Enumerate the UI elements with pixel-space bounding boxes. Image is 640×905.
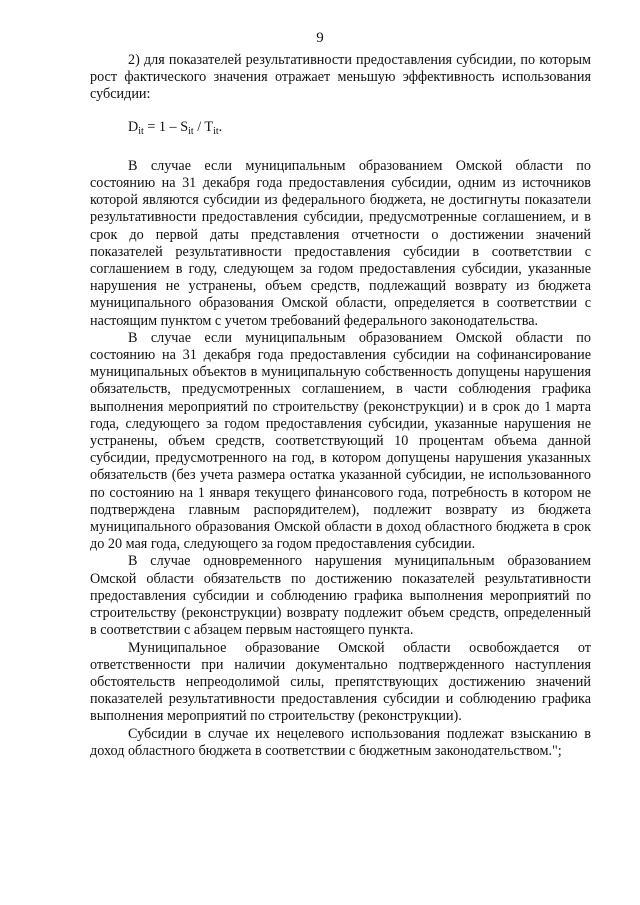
page-number: 9 — [316, 30, 324, 46]
paragraph-5: Субсидии в случае их нецелевого использования подлежат взысканию в доход областного бюджета в соответствии с бюджетным законодательством."; — [90, 725, 591, 759]
formula-end: . — [218, 118, 223, 135]
formula-mid: = 1 – S — [143, 118, 189, 135]
formula-lhs-subscript: it — [138, 125, 144, 137]
formula-div: / T — [193, 118, 214, 135]
formula-div-subscript: it — [213, 125, 219, 137]
paragraph-intro: 2) для показателей результативности предоставления субсидии, по которым рост фактического значения отражает меньшую эффективность использования субсидии: — [90, 52, 591, 103]
paragraph-4: Муниципальное образование Омской области освобождается от ответственности при наличии документально подтвержденного наступления обстоятельств непреодолимой силы, препятствующих достижению значений показателей результативности предоставления субсидии и соблюдению графика выполнения мероприятий по строительству (реконструкции). — [90, 639, 591, 725]
formula-mid-subscript: it — [188, 125, 194, 137]
paragraph-1: В случае если муниципальным образованием Омской области по состоянию на 31 декабря года предоставления субсидии, одним из источников которой являются субсидии из федерального бюджета, не достигнуты показатели результативности предоставления субсидии, предусмотренные соглашением, и в срок до первой даты представления отчетности о достижении значений показателей результативности предоставления субсидии в соответствии с соглашением в году, следующем за годом предоставления субсидии, указанные нарушения не устранены, объем средств, подлежащий возврату из бюджета муниципального образования Омской области, определяется в соответствии с настоящим пунктом с учетом требований федерального законодательства. — [90, 157, 591, 329]
document-body — [90, 52, 591, 760]
paragraph-2: В случае если муниципальным образованием Омской области по состоянию на 31 декабря года предоставления субсидии на софинансирование муниципальных объектов в муниципальную собственность допущены нарушения обязательств, предусмотренных соглашением, в части соблюдения графика выполнения мероприятий по строительству (реконструкции) и в срок до 1 марта года, следующего за годом предоставления субсидии, указанные нарушения не устранены, объем средств, соответствующий 10 процентам объема данной субсидии, предусмотренного на год, в котором допущены нарушения указанных обязательств (без учета размера остатка указанной субсидии, не использованного по состоянию на 1 января текущего финансового года, потребность в котором не подтверждена главным распорядителем), подлежит возврату из бюджета муниципального образования Омской области в доход областного бюджета в срок до 20 мая года, следующего за годом предоставления субсидии. — [90, 329, 591, 553]
paragraph-3: В случае одновременного нарушения муниципальным образованием Омской области обязательств по достижению показателей результативности предоставления субсидии и соблюдению графика выполнения мероприятий по строительству (реконструкции) возврату подлежит объем средств, определенный в соответствии с абзацем первым настоящего пункта. — [90, 553, 591, 639]
formula — [128, 119, 591, 136]
formula-lhs: D — [128, 118, 139, 135]
